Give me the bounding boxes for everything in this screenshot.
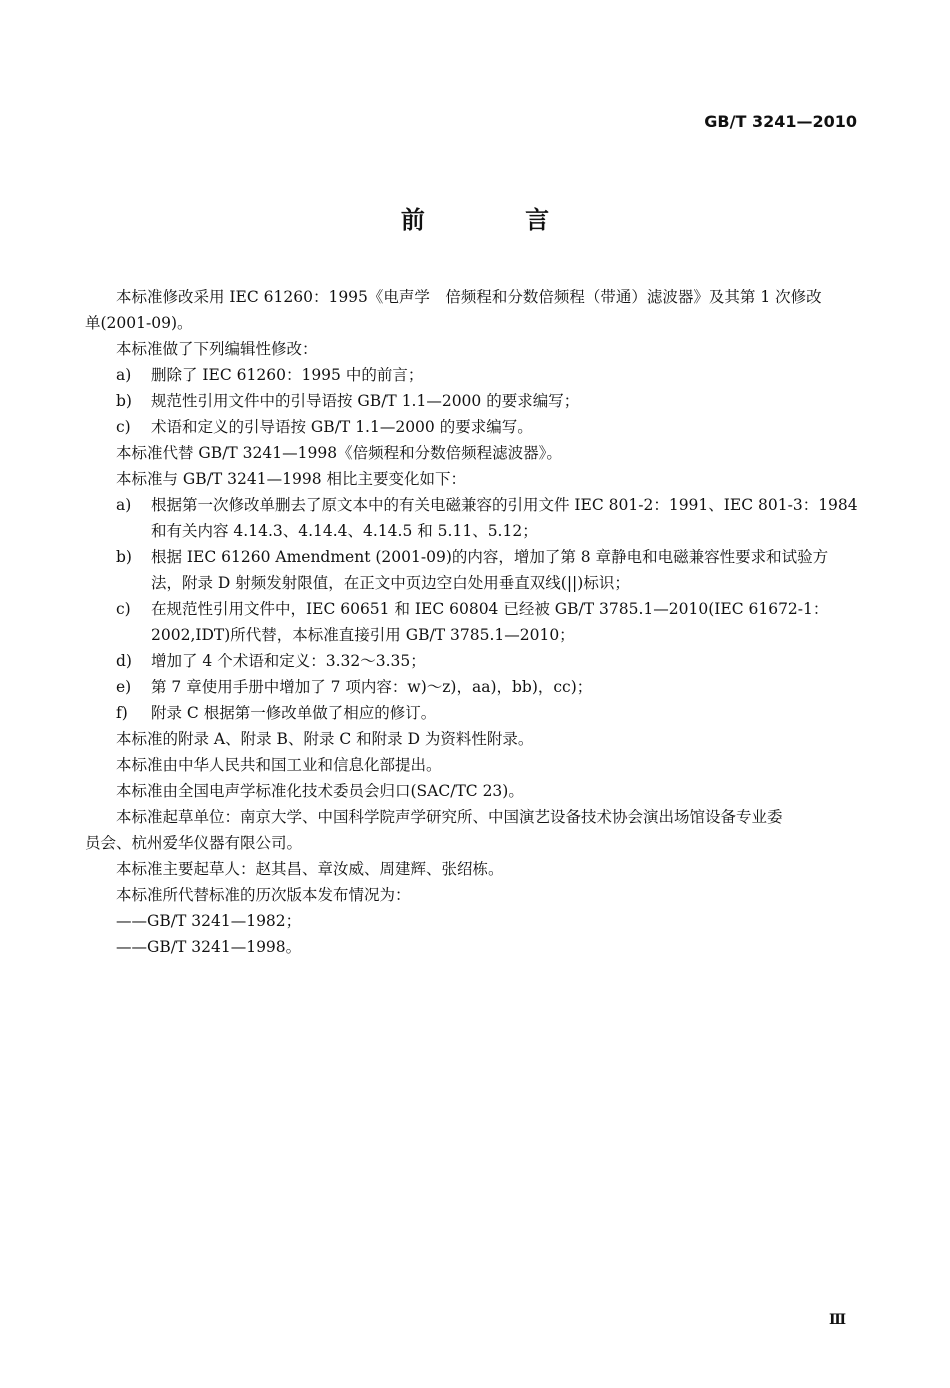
replaces-statement: 本标准代替 GB/T 3241—1998《倍频程和分数倍频程滤波器》。: [116, 444, 562, 462]
list-item: [116, 414, 858, 440]
main-changes-heading: 本标准与 GB/T 3241—1998 相比主要变化如下：: [116, 470, 467, 488]
list-item: [116, 648, 858, 674]
list-item-text: 增加了 4 个术语和定义：3.32～3.35；: [151, 652, 426, 670]
list-item-text: 第 7 章使用手册中增加了 7 项内容：w)～z)，aa)，bb)，cc)；: [151, 678, 593, 696]
managed-by: 本标准由全国电声学标准化技术委员会归口(SAC/TC 23)。: [116, 782, 524, 800]
list-item: [116, 544, 858, 596]
list-item-label: b): [116, 548, 132, 566]
list-item-label: a): [116, 496, 132, 514]
list-item: [116, 674, 858, 700]
annex-info: 本标准的附录 A、附录 B、附录 C 和附录 D 为资料性附录。: [116, 730, 534, 748]
list-item: [116, 388, 858, 414]
list-item-text: 术语和定义的引导语按 GB/T 1.1—2000 的要求编写。: [151, 418, 533, 436]
list-item-label: f): [116, 704, 128, 722]
drafters: 本标准主要起草人：赵其昌、章汝威、周建辉、张绍栋。: [116, 860, 504, 878]
list-item-text: 附录 C 根据第一修改单做了相应的修订。: [151, 704, 437, 722]
intro-line-1: 本标准修改采用 IEC 61260：1995《电声学 倍频程和分数倍频程（带通）滤波器》及其第 1 次修改: [116, 288, 822, 306]
list-item: [116, 596, 858, 648]
list-item-text: 在规范性引用文件中，IEC 60651 和 IEC 60804 已经被 GB/T 3785.1—2010(IEC 61672-1：2002,IDT)所代替，本标准直接引用 GB/T 3785.1—2010；: [151, 600, 829, 644]
history-heading: 本标准所代替标准的历次版本发布情况为：: [116, 886, 411, 904]
list-item-label: c): [116, 418, 131, 436]
edit-changes-heading: 本标准做了下列编辑性修改：: [116, 340, 318, 358]
list-item-text: 根据 IEC 61260 Amendment (2001-09)的内容，增加了第 8 章静电和电磁兼容性要求和试验方法，附录 D 射频发射限值，在正文中页边空白处用垂直双线(||)标识；: [151, 548, 829, 592]
page-number: Ⅲ: [828, 1312, 846, 1328]
history-item: ——GB/T 3241—1998。: [116, 938, 302, 956]
foreword-body: [85, 284, 858, 960]
intro-line-2: 单(2001-09)。: [85, 314, 193, 332]
drafting-units-line-1: 本标准起草单位：南京大学、中国科学院声学研究所、中国演艺设备技术协会演出场馆设备专业委: [116, 808, 783, 826]
list-item-label: a): [116, 366, 132, 384]
standard-number: GB/T 3241—2010: [704, 112, 857, 131]
list-item-label: e): [116, 678, 132, 696]
history-item: ——GB/T 3241—1982；: [116, 912, 302, 930]
list-item-text: 规范性引用文件中的引导语按 GB/T 1.1—2000 的要求编写；: [151, 392, 580, 410]
list-item-text: 根据第一次修改单删去了原文本中的有关电磁兼容的引用文件 IEC 801-2：1991、IEC 801-3：1984 和有关内容 4.14.3、4.14.4、4.14.5 和 5.11、5.12；: [151, 496, 858, 540]
list-item: [116, 362, 858, 388]
list-item-label: d): [116, 652, 132, 670]
list-item-label: b): [116, 392, 132, 410]
proposed-by: 本标准由中华人民共和国工业和信息化部提出。: [116, 756, 442, 774]
drafting-units-line-2: 员会、杭州爱华仪器有限公司。: [85, 834, 303, 852]
list-item-text: 删除了 IEC 61260：1995 中的前言；: [151, 366, 424, 384]
list-item: [116, 492, 858, 544]
list-item-label: c): [116, 600, 131, 618]
list-item: [116, 700, 858, 726]
page-title: 前 言: [400, 206, 596, 234]
